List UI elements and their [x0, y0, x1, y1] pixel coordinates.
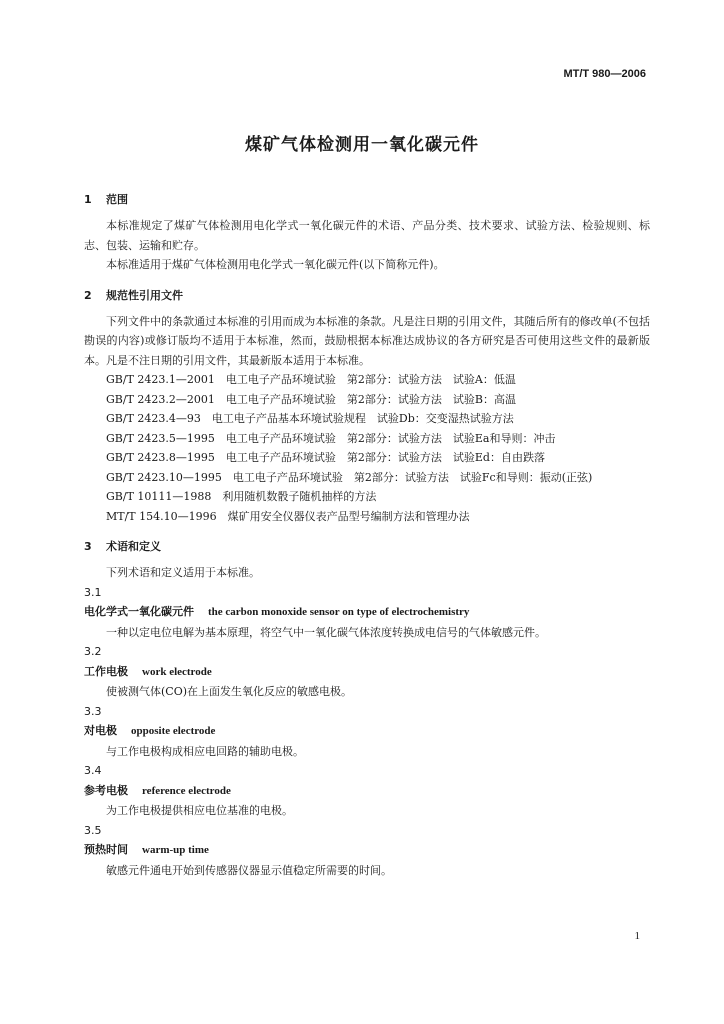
reference-title: 利用随机数骰子随机抽样的方法: [222, 490, 377, 503]
term-entry: [84, 721, 650, 742]
reference-code: MT/T 154.10—1996: [106, 509, 217, 523]
scope-paragraph: 本标准规定了煤矿气体检测用电化学式一氧化碳元件的术语、产品分类、技术要求、试验方法、检验规则、标志、包装、运输和贮存。: [84, 219, 650, 252]
section-heading-normative-references: [84, 284, 650, 308]
reference-code: GB/T 2423.1—2001: [106, 373, 215, 386]
term-chinese: 电化学式一氧化碳元件: [84, 605, 194, 618]
term-definition: 敏感元件通电开始到传感器仪器显示值稳定所需要的时间。: [106, 863, 392, 877]
reference-item: [84, 487, 650, 507]
term-chinese: 对电极: [84, 724, 117, 737]
reference-title: 电工电子产品环境试验 第2部分：试验方法 试验A：低温: [225, 373, 516, 386]
reference-code: GB/T 2423.2—2001: [106, 392, 215, 406]
clause-number: 3.4: [84, 764, 102, 777]
term-entry: [84, 602, 650, 623]
clause-number: 3.1: [84, 585, 102, 599]
section-number: 1: [84, 193, 92, 206]
reference-code: GB/T 2423.10—1995: [106, 470, 222, 484]
scope-paragraph: 本标准适用于煤矿气体检测用电化学式一氧化碳元件(以下简称元件)。: [106, 258, 445, 271]
reference-title: 电工电子产品环境试验 第2部分：试验方法 试验Ea和导则：冲击: [225, 431, 556, 445]
section-number: 3: [84, 540, 92, 553]
term-definition: 为工作电极提供相应电位基准的电极。: [106, 804, 293, 817]
document-title: 煤矿气体检测用一氧化碳元件: [245, 135, 479, 155]
term-definition: 使被测气体(CO)在上面发生氧化反应的敏感电极。: [106, 685, 353, 698]
clause-number: 3.5: [84, 823, 102, 837]
reference-code: GB/T 2423.8—1995: [106, 451, 215, 464]
document-body: [84, 188, 650, 880]
reference-title: 电工电子产品环境试验 第2部分：试验方法 试验Fc和导则：振动(正弦): [232, 470, 593, 484]
term-chinese: 预热时间: [84, 843, 128, 856]
term-chinese: 工作电极: [84, 664, 128, 678]
term-entry: [84, 840, 650, 861]
section-heading-terms-definitions: [84, 535, 650, 559]
term-english: the carbon monoxide sensor on type of electrochemistry: [208, 606, 470, 618]
reference-title: 电工电子产品环境试验 第2部分：试验方法 试验Ed：自由跌落: [225, 451, 545, 464]
reference-title: 电工电子产品基本环境试验规程 试验Db：交变湿热试验方法: [211, 412, 514, 425]
clause-number: 3.3: [84, 704, 102, 718]
references-intro-paragraph: 下列文件中的条款通过本标准的引用而成为本标准的条款。凡是注日期的引用文件，其随后所有的修改单(不包括勘误的内容)或修订版均不适用于本标准，然而，鼓励根据本标准达成协议的各方研究是否可使用这些文件的最新版本。凡是不注日期的引用文件，其最新版本适用于本标准。: [84, 314, 650, 367]
reference-item: [84, 448, 650, 468]
section-number: 2: [84, 288, 92, 302]
term-english: warm-up time: [142, 844, 209, 856]
reference-item: [84, 370, 650, 390]
reference-item: [84, 507, 650, 527]
reference-item: [84, 468, 650, 488]
reference-code: GB/T 2423.5—1995: [106, 431, 215, 445]
term-definition: 一种以定电位电解为基本原理，将空气中一氧化碳气体浓度转换成电信号的气体敏感元件。: [106, 625, 546, 639]
term-english: reference electrode: [142, 784, 231, 797]
term-english: work electrode: [142, 665, 212, 678]
document-code: MT/T 980—2006: [563, 68, 646, 80]
section-title: 范围: [106, 193, 128, 206]
reference-title: 电工电子产品环境试验 第2部分：试验方法 试验B：高温: [225, 392, 516, 406]
term-definition: 与工作电极构成相应电回路的辅助电极。: [106, 744, 304, 758]
term-entry: [84, 781, 650, 802]
reference-item: [84, 390, 650, 410]
reference-code: GB/T 2423.4—93: [106, 412, 201, 425]
section-title: 规范性引用文件: [106, 288, 183, 302]
reference-code: GB/T 10111—1988: [106, 490, 212, 503]
term-entry: [84, 662, 650, 683]
terms-intro-paragraph: 下列术语和定义适用于本标准。: [106, 566, 260, 579]
reference-item: [84, 409, 650, 429]
reference-title: 煤矿用安全仪器仪表产品型号编制方法和管理办法: [227, 509, 470, 523]
term-chinese: 参考电极: [84, 783, 128, 797]
section-heading-scope: [84, 188, 650, 212]
page-number: 1: [634, 930, 640, 942]
term-english: opposite electrode: [131, 725, 216, 737]
section-title: 术语和定义: [106, 540, 161, 553]
clause-number: 3.2: [84, 645, 102, 658]
reference-item: [84, 429, 650, 449]
